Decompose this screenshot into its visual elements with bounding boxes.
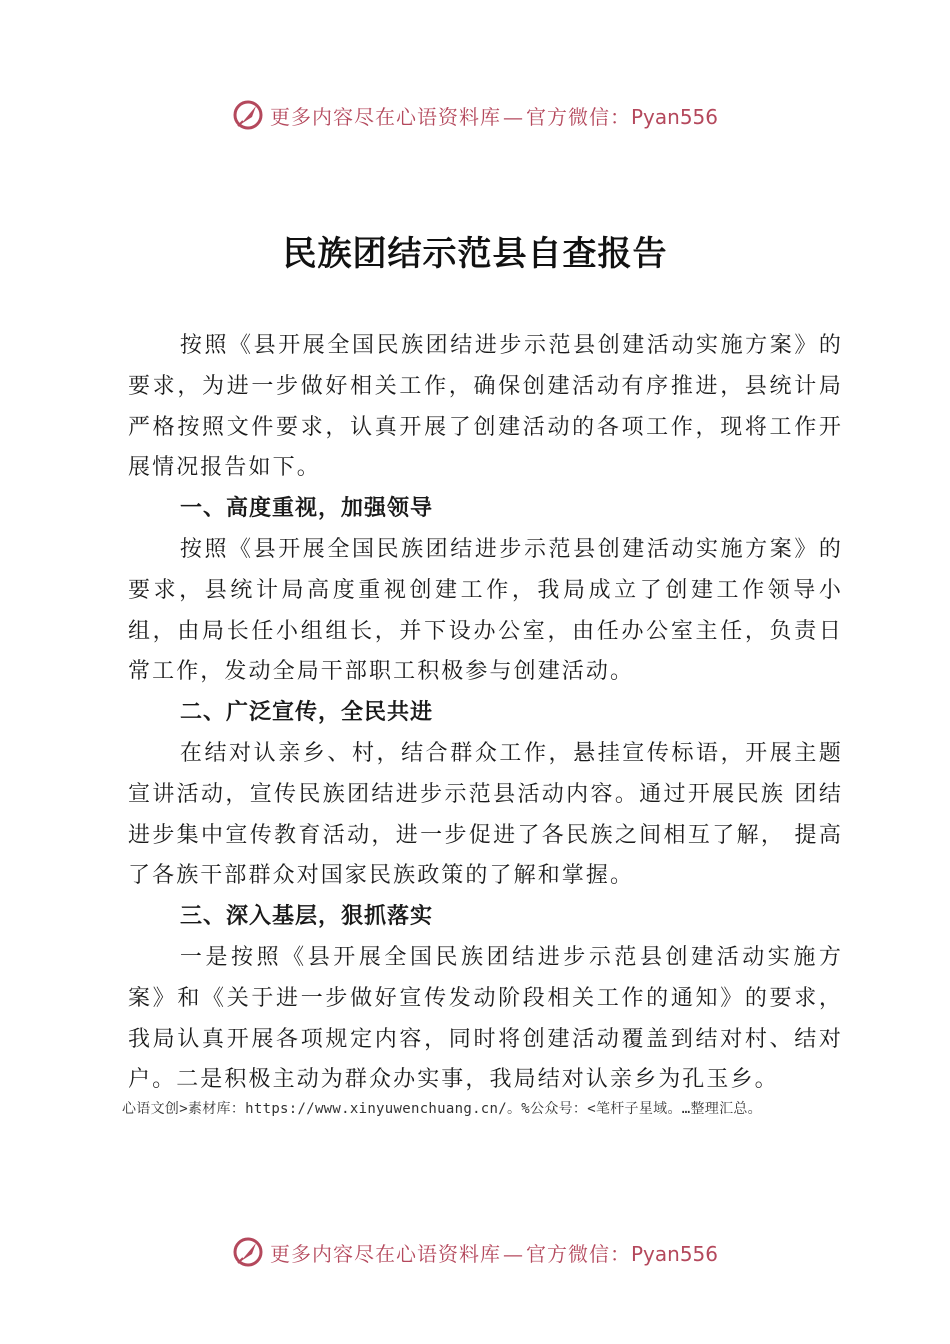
document-title: 民族团结示范县自查报告	[282, 234, 668, 274]
banner-wechat-id: Pyan556	[630, 104, 718, 129]
banner-wechat-label: 官方微信：	[525, 104, 631, 129]
banner-wechat-id: Pyan556	[630, 1241, 718, 1266]
banner-text	[270, 1238, 718, 1267]
banner-separator: —	[502, 1241, 524, 1266]
section-heading-1: 一、高度重视，加强领导	[180, 496, 434, 522]
banner-brand-text: 更多内容尽在心语资料库	[269, 104, 501, 129]
section-paragraph-3: 一是按照《县开展全国民族团结进步示范县创建活动实施方案》和《关于进一步做好宣传发动阶段相关工作的通知》的要求，我局认真开展各项规定内容，同时将创建活动覆盖到结对村、结对户。二是积极主动为群众办实事，我局结对认亲乡为孔玉乡。	[128, 944, 843, 1093]
document-body	[128, 326, 843, 1101]
quill-logo-icon	[232, 1236, 264, 1268]
header-banner	[0, 95, 950, 135]
banner-text	[270, 101, 718, 130]
source-footnote: 心语文创>素材库：https://www.xinyuwenchuang.cn/。%公众号：<笔杆子星域。…整理汇总。	[122, 1101, 762, 1117]
banner-separator: —	[502, 104, 524, 129]
banner-brand-text: 更多内容尽在心语资料库	[269, 1241, 501, 1266]
section-paragraph-2: 在结对认亲乡、村，结合群众工作，悬挂宣传标语，开展主题宣讲活动，宣传民族团结进步示范县活动内容。通过开展民族 团结进步集中宣传教育活动，进一步促进了各民族之间相互了解， 提高了各族干部群众对国家民族政策的了解和掌握。	[128, 740, 843, 889]
quill-logo-icon	[232, 99, 264, 131]
footer-banner	[0, 1232, 950, 1272]
section-heading-3: 三、深入基层，狠抓落实	[180, 904, 434, 930]
banner-wechat-label: 官方微信：	[525, 1241, 631, 1266]
section-paragraph-1: 按照《县开展全国民族团结进步示范县创建活动实施方案》的要求，县统计局高度重视创建工作，我局成立了创建工作领导小组，由局长任小组组长，并下设办公室，由任办公室主任，负责日常工作，发动全局干部职工积极参与创建活动。	[128, 536, 843, 685]
intro-paragraph: 按照《县开展全国民族团结进步示范县创建活动实施方案》的要求，为进一步做好相关工作，确保创建活动有序推进，县统计局严格按照文件要求，认真开展了创建活动的各项工作，现将工作开展情况报告如下。	[128, 333, 843, 481]
section-heading-2: 二、广泛宣传，全民共进	[180, 700, 434, 726]
